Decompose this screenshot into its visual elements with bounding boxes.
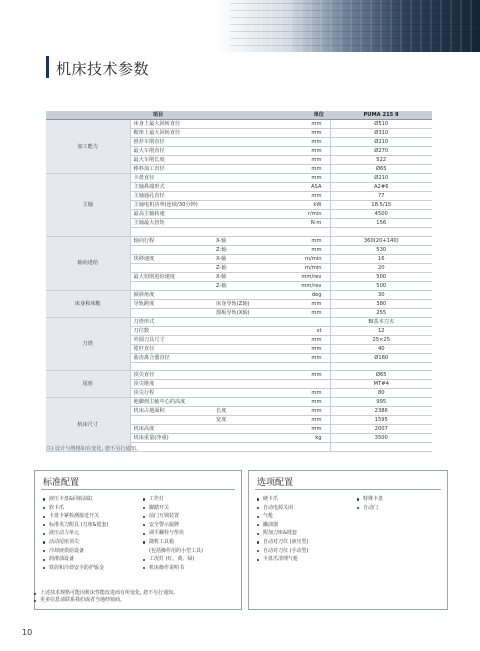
feature-item: 特殊卡盘	[357, 495, 383, 504]
feature-item: 铁屑和冷却安全防护钣金	[43, 564, 108, 573]
spec-unit: mm	[270, 425, 330, 434]
spec-value: Ø180	[330, 353, 432, 362]
spec-table	[46, 111, 432, 452]
spec-value	[330, 443, 432, 452]
spec-subitem: 床身导轨(Z轴)	[214, 299, 270, 308]
spec-item	[130, 228, 214, 237]
spec-value: 30	[330, 290, 432, 299]
spec-subitem: X-轴	[214, 236, 270, 245]
spec-value: Ø65	[330, 371, 432, 380]
spec-subitem	[214, 317, 270, 326]
feature-item: 卡盘爪清理气枪	[257, 555, 309, 564]
spec-subitem	[214, 371, 270, 380]
divider	[255, 489, 441, 490]
spec-value: 2386	[330, 407, 432, 416]
header-model: PUMA 215 Ⅱ	[330, 111, 432, 120]
optional-features-list-1	[257, 495, 309, 564]
spec-item: 地脚到主轴中心的高度	[130, 398, 214, 407]
optional-features-title: 选项配置	[257, 478, 294, 488]
spec-item: 曲齿离合器直径	[130, 353, 214, 362]
optional-features-box	[248, 470, 448, 610]
spec-subitem	[214, 335, 270, 344]
spec-subitem: Z-轴	[214, 263, 270, 272]
spec-subitem	[214, 443, 270, 452]
spec-item: 主轴最大扭矩	[130, 219, 214, 228]
spec-value: A2#6	[330, 183, 432, 192]
spec-category: 刀塔	[46, 317, 130, 371]
feature-item: 安全警示旋牌	[143, 521, 203, 530]
spec-unit: mm	[270, 353, 330, 362]
spec-unit: mm	[270, 389, 330, 398]
spec-item: 镗杆直径	[130, 344, 214, 353]
spec-item: 最大车削直径	[130, 147, 214, 156]
spec-unit: N·m	[270, 219, 330, 228]
spec-category: 床身和床鞍	[46, 290, 130, 317]
spec-value: 156	[330, 219, 432, 228]
spec-item	[130, 443, 214, 452]
spec-unit: mm	[270, 138, 330, 147]
spec-item: 棒料加工直径	[130, 165, 214, 174]
spec-unit: mm/rev	[270, 272, 330, 281]
spec-value: 12	[330, 326, 432, 335]
feature-item: 活动尾座顶尖	[43, 538, 108, 547]
spec-unit: r/min	[270, 210, 330, 219]
feature-item: 工况灯 (红、黄、绿)	[143, 555, 203, 564]
feature-item: 自动对刀仪 (手动型)	[257, 547, 309, 556]
spec-unit	[270, 443, 330, 452]
feature-item: 撇油器	[257, 521, 309, 530]
spec-unit: m/min	[270, 263, 330, 272]
spec-category: 机床尺寸	[46, 398, 130, 452]
spec-subitem	[214, 147, 270, 156]
spec-item: 主轴通孔直径	[130, 192, 214, 201]
spec-unit: deg	[270, 290, 330, 299]
page-title: 机床技术参数	[56, 60, 150, 78]
spec-item: 最大车削长度	[130, 156, 214, 165]
spec-item: 顶尖行程	[130, 389, 214, 398]
spec-unit: kW	[270, 201, 330, 210]
spec-subitem	[214, 210, 270, 219]
feature-item: 标准夹刀附具 (刀座&镗套)	[43, 521, 108, 530]
spec-item: 顶尖锥度	[130, 380, 214, 389]
header-banner	[0, 0, 480, 60]
spec-item	[130, 416, 214, 425]
spec-item: 最大切削进给速度	[130, 272, 214, 281]
spec-value: 255	[330, 308, 432, 317]
spec-subitem	[214, 120, 270, 129]
spec-subitem: 宽度	[214, 416, 270, 425]
spec-value: Ø270	[330, 147, 432, 156]
spec-item: 床身上最大回转直径	[130, 120, 214, 129]
spec-value: 995	[330, 398, 432, 407]
spec-value: Ø510	[330, 120, 432, 129]
spec-item: 鞍座上最大回转直径	[130, 129, 214, 138]
spec-value: 40	[330, 344, 432, 353]
spec-unit: mm	[270, 174, 330, 183]
feature-item: 自动门	[357, 504, 383, 513]
spec-item: 轴向行程	[130, 236, 214, 245]
spec-value: Ø65	[330, 165, 432, 174]
spec-category: 轴向进给	[46, 236, 130, 290]
spec-value: 380	[330, 299, 432, 308]
spec-item	[130, 362, 214, 371]
spec-category: 加工能力	[46, 120, 130, 174]
spec-unit: mm	[270, 344, 330, 353]
spec-unit: mm	[270, 335, 330, 344]
standard-features-list-2	[143, 495, 203, 572]
spec-subitem	[214, 362, 270, 371]
spec-unit: mm	[270, 165, 330, 174]
design-change-note: 注) 设计与规格如有变化, 恕不另行通知。	[46, 446, 142, 452]
spec-unit: ASA	[270, 183, 330, 192]
spec-subitem: Z-轴	[214, 281, 270, 290]
spec-subitem	[214, 344, 270, 353]
spec-unit: mm	[270, 192, 330, 201]
spec-unit	[270, 380, 330, 389]
feature-item: 调平螺栓与垫块	[143, 529, 203, 538]
spec-subitem	[214, 129, 270, 138]
spec-value: 25×25	[330, 335, 432, 344]
page-number: 10	[22, 628, 33, 637]
spec-subitem	[214, 228, 270, 237]
spec-item: 刀位数	[130, 326, 214, 335]
spec-value: MT#4	[330, 380, 432, 389]
spec-subitem	[214, 192, 270, 201]
spec-unit: mm	[270, 129, 330, 138]
spec-item: 最高主轴转速	[130, 210, 214, 219]
spec-subitem	[214, 174, 270, 183]
spec-value: 1595	[330, 416, 432, 425]
spec-value: 530	[330, 245, 432, 254]
spec-value: Ø210	[330, 174, 432, 183]
feature-item: 液压卡盘&回转油缸	[43, 495, 108, 504]
spec-row	[46, 290, 432, 299]
footnote: 更多信息请联系我们或者当地经销商。	[34, 597, 178, 604]
optional-features-list-2	[357, 495, 383, 512]
spec-value: 16	[330, 254, 432, 263]
spec-unit: mm	[270, 308, 330, 317]
spec-row	[46, 317, 432, 326]
spec-item: 机床高度	[130, 425, 214, 434]
spec-row	[46, 120, 432, 129]
standard-features-list-1	[43, 495, 108, 572]
spec-subitem	[214, 219, 270, 228]
spec-row	[46, 174, 432, 183]
spec-table-header	[46, 111, 432, 120]
spec-value	[330, 228, 432, 237]
spec-unit: mm	[270, 299, 330, 308]
spec-unit	[270, 228, 330, 237]
spec-item: 顶尖直径	[130, 371, 214, 380]
spec-subitem	[214, 353, 270, 362]
spec-value	[330, 362, 432, 371]
spec-row	[46, 371, 432, 380]
spec-subitem: X-轴	[214, 254, 270, 263]
spec-subitem	[214, 326, 270, 335]
spec-value: 360(20+140)	[330, 236, 432, 245]
feature-item: 卡盘卡紧检测接近开关	[43, 512, 108, 521]
spec-subitem	[214, 425, 270, 434]
spec-unit: mm/rev	[270, 281, 330, 290]
spec-unit: m/min	[270, 254, 330, 263]
spec-item	[130, 245, 214, 254]
spec-unit: mm	[270, 371, 330, 380]
spec-item	[130, 263, 214, 272]
spec-subitem	[214, 380, 270, 389]
spec-subitem	[214, 138, 270, 147]
spec-subitem	[214, 290, 270, 299]
standard-features-title: 标准配置	[43, 478, 80, 488]
spec-unit: mm	[270, 147, 330, 156]
spec-item: 推荐车削直径	[130, 138, 214, 147]
spec-value: 20	[330, 263, 432, 272]
feature-item: 工作灯	[143, 495, 203, 504]
spec-unit: st	[270, 326, 330, 335]
header-item: 项目	[46, 111, 270, 120]
spec-subitem: Z-轴	[214, 245, 270, 254]
spec-subitem	[214, 389, 270, 398]
spec-subitem	[214, 183, 270, 192]
spec-value: 3500	[330, 434, 432, 443]
standard-features-box	[34, 470, 242, 610]
spec-unit: mm	[270, 120, 330, 129]
feature-item: 附加刀座&镗套	[257, 529, 309, 538]
spec-row	[46, 398, 432, 407]
spec-item: 主轴电机功率(连续/30分钟)	[130, 201, 214, 210]
divider	[41, 489, 235, 490]
spec-value: 77	[330, 192, 432, 201]
feature-item: 脚踏开关	[143, 504, 203, 513]
spec-item	[130, 281, 214, 290]
spec-unit: mm	[270, 245, 330, 254]
feature-item: 液压动力单元	[43, 529, 108, 538]
feature-item: 硬卡爪	[257, 495, 309, 504]
spec-subitem	[214, 165, 270, 174]
spec-subitem	[214, 156, 270, 165]
spec-subitem: X-轴	[214, 272, 270, 281]
spec-category: 尾座	[46, 371, 130, 398]
spec-unit: kg	[270, 434, 330, 443]
spec-unit	[270, 362, 330, 371]
spec-subitem	[214, 398, 270, 407]
spec-value: Ø210	[330, 138, 432, 147]
spec-value: 522	[330, 156, 432, 165]
feature-item: 自动电源关闭	[257, 504, 309, 513]
feature-item: 随机工具箱	[143, 538, 203, 547]
feature-item: (包括操作用的小型工具)	[149, 547, 203, 554]
feature-item: 前门互锁装置	[143, 512, 203, 521]
spec-unit: mm	[270, 156, 330, 165]
spec-unit: mm	[270, 407, 330, 416]
feature-item: 自动对刀仪 (液压型)	[257, 538, 309, 547]
spec-item: 机床占地面积	[130, 407, 214, 416]
spec-category: 主轴	[46, 174, 130, 237]
spec-value: 2007	[330, 425, 432, 434]
feature-item: 润滑油设备	[43, 555, 108, 564]
spec-unit: mm	[270, 416, 330, 425]
spec-subitem: 长度	[214, 407, 270, 416]
spec-value: 500	[330, 272, 432, 281]
spec-value: Ø310	[330, 129, 432, 138]
footnote: 上述技术规格可能因机床性能改进而有所变化, 恕不另行通知。	[34, 590, 178, 597]
spec-unit: mm	[270, 236, 330, 245]
spec-item: 机床重量(净重)	[130, 434, 214, 443]
spec-subitem	[214, 201, 270, 210]
spec-item	[130, 308, 214, 317]
spec-item: 卡盘直径	[130, 174, 214, 183]
spec-row	[46, 236, 432, 245]
spec-value: 4500	[330, 210, 432, 219]
feature-item: 机床操作说明书	[143, 564, 203, 573]
feature-item: 冷却液供给设备	[43, 547, 108, 556]
footnotes	[34, 590, 178, 604]
spec-value: 500	[330, 281, 432, 290]
spec-item: 刀塔形式	[130, 317, 214, 326]
spec-subitem: 溜板导轨(X轴)	[214, 308, 270, 317]
spec-unit: mm	[270, 398, 330, 407]
spec-item: 外圆刀具尺寸	[130, 335, 214, 344]
feature-item: 软卡爪	[43, 504, 108, 513]
spec-value: 80	[330, 389, 432, 398]
spec-unit	[270, 317, 330, 326]
spec-item: 倾斜角度	[130, 290, 214, 299]
spec-table-body	[46, 120, 432, 452]
spec-value: 18.5/15	[330, 201, 432, 210]
title-accent-bar	[46, 56, 49, 78]
spec-item: 导轨跨度	[130, 299, 214, 308]
spec-value: BI基本刀夹	[330, 317, 432, 326]
header-unit: 单位	[270, 111, 330, 120]
feature-item: 气枪	[257, 512, 309, 521]
spec-item: 快移速度	[130, 254, 214, 263]
spec-subitem	[214, 434, 270, 443]
spec-item: 主轴鼻端形式	[130, 183, 214, 192]
